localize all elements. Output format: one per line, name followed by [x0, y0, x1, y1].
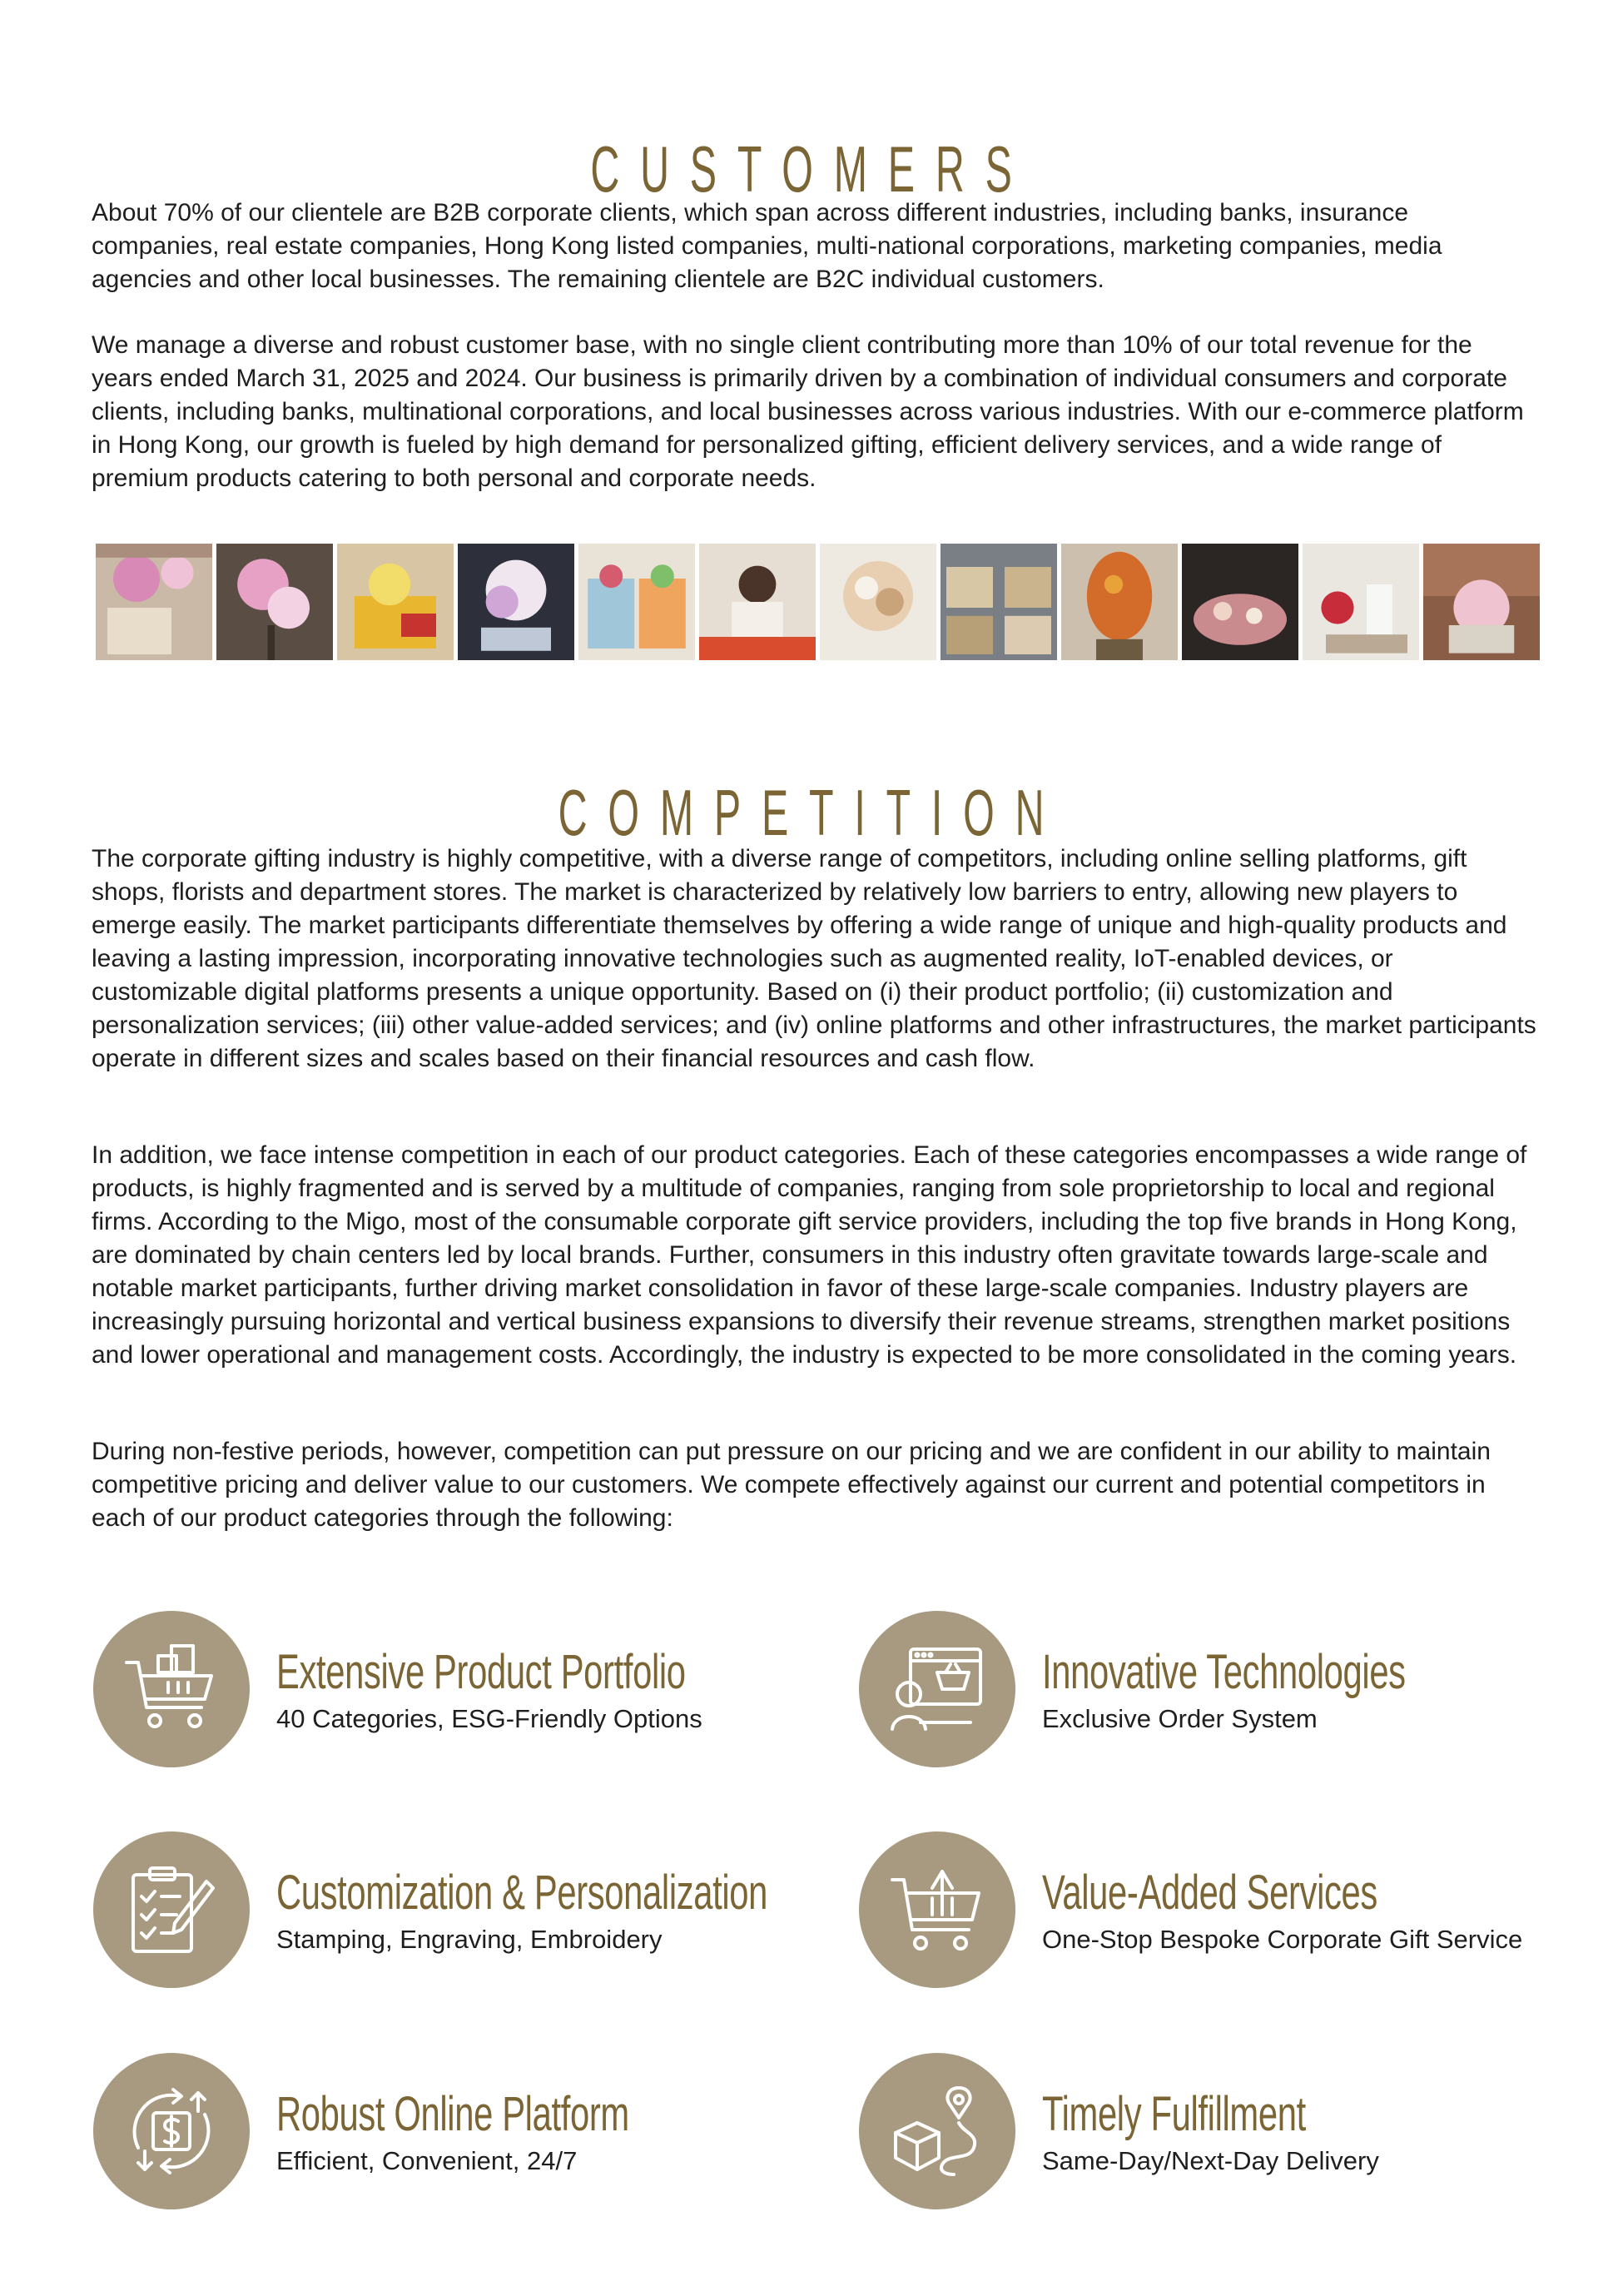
- competition-heading: COMPETITION: [558, 776, 1065, 850]
- feature-icon-circle: [93, 2053, 250, 2209]
- gallery-photo: [458, 544, 574, 660]
- photo-gallery: [96, 544, 1540, 660]
- competition-paragraph-1: The corporate gifting industry is highly competitive, with a diverse range of competitors, including online selling platforms, gift shops, florists and department stores. The market is characterized by relatively low barriers to entry, allowing new players to emerge easily. The market participants differentiate themselves by offering a wide range of unique and high-quality products and leaving a lasting impression, incorporating innovative technologies such as augmented reality, IoT-enabled devices, or customizable digital platforms presents a unique opportunity. Based on (i) their product portfolio; (ii) customization and personalization services; (iii) other value-added services; and (iv) online platforms and other infrastructures, the market participants operate in different sizes and scales based on their financial resources and cash flow.: [92, 845, 1536, 1072]
- feature-icon-circle: [859, 1611, 1015, 1767]
- dollar-cycle-icon: [122, 2081, 221, 2181]
- customers-heading: CUSTOMERS: [590, 132, 1033, 206]
- feature-title: Innovative Technologies: [1042, 1645, 1406, 1699]
- feature-robust-online-platform: [93, 2053, 809, 2211]
- feature-title: Extensive Product Portfolio: [276, 1645, 686, 1699]
- competition-paragraph-3: During non-festive periods, however, competition can put pressure on our pricing and we are confident in our ability to maintain competitive pricing and deliver value to our customers. We compete effectively against our current and potential competitors in each of our product categories through the following:: [92, 1438, 1491, 1532]
- feature-title: Timely Fulfillment: [1042, 2087, 1306, 2141]
- feature-subtitle: One-Stop Bespoke Corporate Gift Service: [1042, 1925, 1523, 1954]
- feature-icon-circle: [93, 1611, 250, 1767]
- feature-subtitle: Efficient, Convenient, 24/7: [276, 2146, 578, 2175]
- feature-icon-circle: [93, 1831, 250, 1988]
- feature-value-added-services: [859, 1831, 1575, 1990]
- feature-subtitle: Exclusive Order System: [1042, 1704, 1318, 1733]
- feature-subtitle: 40 Categories, ESG-Friendly Options: [276, 1704, 702, 1733]
- feature-title: Customization & Personalization: [276, 1866, 768, 1920]
- gallery-photo: [1182, 544, 1298, 660]
- online-shop-screen-icon: [887, 1639, 987, 1739]
- gallery-photo: [1061, 544, 1178, 660]
- customers-paragraph-1: About 70% of our clientele are B2B corporate clients, which span across different industries, including banks, insurance companies, real estate companies, Hong Kong listed companies, multi-national corporations, marketing companies, media agencies and other local businesses. The remaining clientele are B2C individual customers.: [92, 199, 1442, 293]
- feature-title: Robust Online Platform: [276, 2087, 629, 2141]
- feature-icon-circle: [859, 2053, 1015, 2209]
- feature-subtitle: Stamping, Engraving, Embroidery: [276, 1925, 663, 1954]
- gallery-photo: [941, 544, 1057, 660]
- customers-paragraph-2: We manage a diverse and robust customer base, with no single client contributing more than 10% of our total revenue for the years ended March 31, 2025 and 2024. Our business is primarily driven by a combination of individual consumers and corporate clients, including banks, multinational corporations, and local businesses across various industries. With our e-commerce platform in Hong Kong, our growth is fueled by high demand for personalized gifting, efficient delivery services, and a wide range of premium products catering to both personal and corporate needs.: [92, 331, 1524, 492]
- feature-icon-circle: [859, 1831, 1015, 1988]
- gallery-photo: [1423, 544, 1540, 660]
- gallery-photo: [1303, 544, 1419, 660]
- gallery-photo: [96, 544, 212, 660]
- feature-innovative-technologies: [859, 1611, 1575, 1769]
- shopping-cart-gifts-icon: [122, 1639, 221, 1739]
- gallery-photo: [337, 544, 454, 660]
- delivery-route-box-icon: [887, 2081, 987, 2181]
- gallery-photo: [578, 544, 695, 660]
- feature-subtitle: Same-Day/Next-Day Delivery: [1042, 2146, 1379, 2175]
- cart-upgrade-icon: [887, 1860, 987, 1960]
- feature-title: Value-Added Services: [1042, 1866, 1377, 1920]
- feature-timely-fulfillment: [859, 2053, 1575, 2211]
- clipboard-pen-icon: [122, 1860, 221, 1960]
- gallery-photo: [699, 544, 816, 660]
- competition-paragraph-2: In addition, we face intense competition in each of our product categories. Each of these categories encompasses a wide range of products, is highly fragmented and is served by a multitude of companies, ranging from sole proprietorship to local and regional firms. According to the Migo, most of the consumable corporate gift service providers, including the top five brands in Hong Kong, are dominated by chain centers led by local brands. Further, consumers in this industry often gravitate towards large-scale and notable market participants, further driving market consolidation in favor of these large-scale companies. Industry players are increasingly pursuing horizontal and vertical business expansions to diversify their revenue streams, strengthen market positions and lower operational and management costs. Accordingly, the industry is expected to be more consolidated in the coming years.: [92, 1141, 1527, 1369]
- feature-extensive-product-portfolio: [93, 1611, 809, 1769]
- gallery-photo: [820, 544, 936, 660]
- gallery-photo: [216, 544, 333, 660]
- feature-customization-personalization: [93, 1831, 809, 1990]
